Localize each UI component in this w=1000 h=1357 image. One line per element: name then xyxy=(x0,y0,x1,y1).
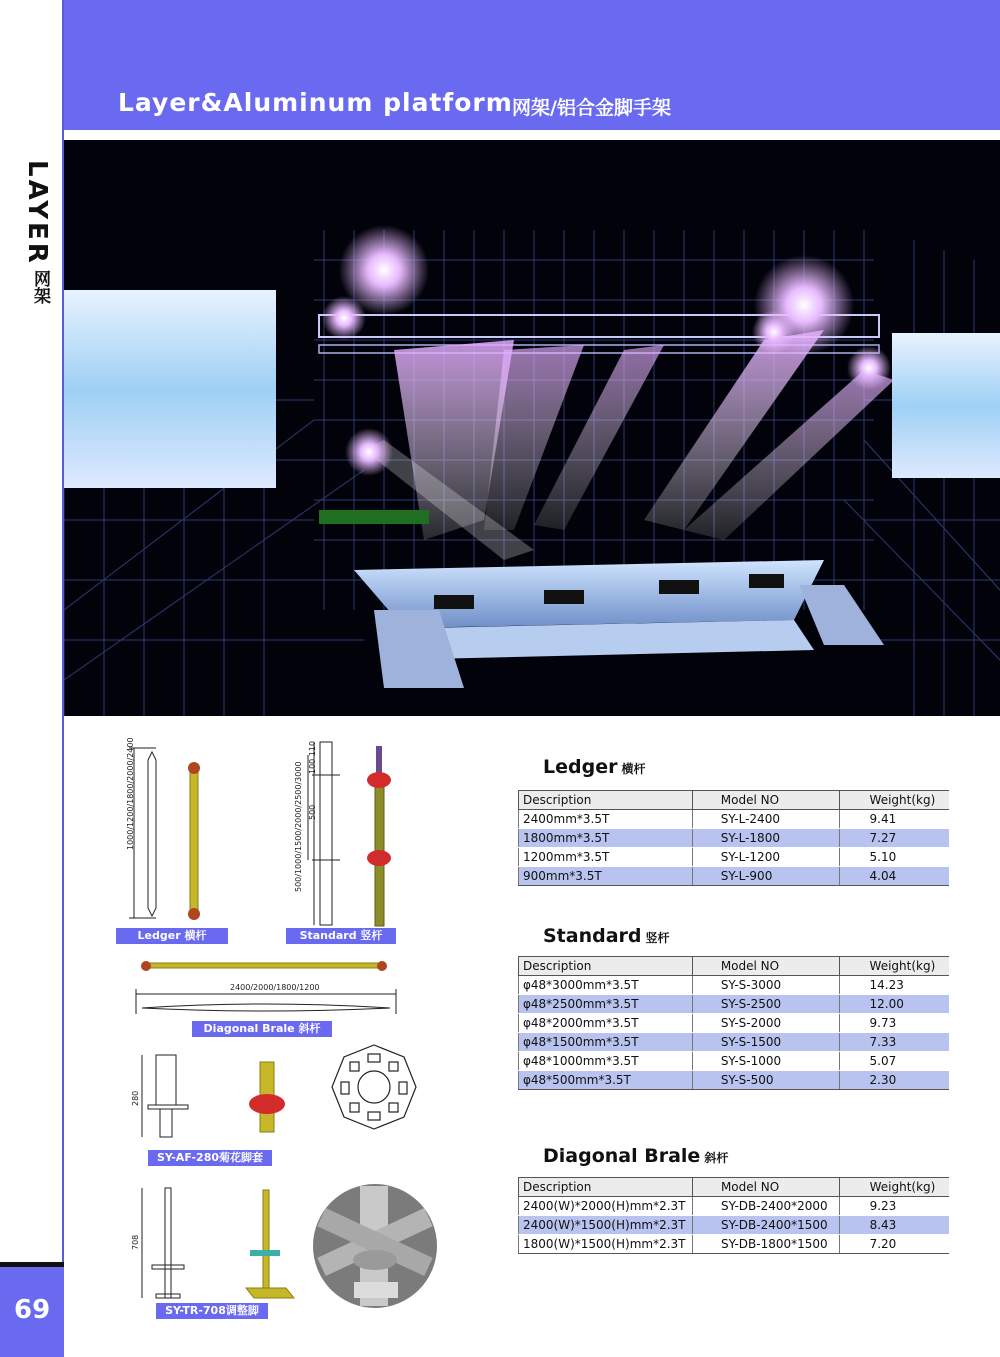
ledger-section-title: Ledger 横杆 xyxy=(543,756,646,778)
diagonal-caption: Diagonal Brale 斜杆 xyxy=(192,1021,332,1037)
table-row: 900mm*3.5T SY-L-900 4.04 xyxy=(519,867,950,886)
table-row: 1800mm*3.5T SY-L-1800 7.27 xyxy=(519,829,950,848)
diagonal-product-image xyxy=(141,961,387,971)
sidebar-label: LAYER xyxy=(22,160,52,266)
table-header-row: Description Model NO Weight(kg) xyxy=(519,791,950,810)
page-title-cn: 网架/铝合金脚手架 xyxy=(512,97,671,119)
table-row: 1800(W)*1500(H)mm*2.3T SY-DB-1800*1500 7.20 xyxy=(519,1235,950,1254)
tr-708-product-image xyxy=(246,1190,294,1298)
table-row: φ48*3000mm*3.5T SY-S-3000 14.23 xyxy=(519,976,950,995)
stage-photo xyxy=(64,140,1000,716)
joint-photo xyxy=(313,1184,437,1308)
table-row: φ48*500mm*3.5T SY-S-500 2.30 xyxy=(519,1071,950,1090)
tr-708-dim-label: 708 xyxy=(131,1234,140,1250)
standard-table xyxy=(518,956,949,1090)
ledger-caption: Ledger 横杆 xyxy=(116,928,228,944)
diagonal-section-title: Diagonal Brale 斜杆 xyxy=(543,1145,729,1167)
ledger-product-image xyxy=(188,762,200,920)
table-row: φ48*1500mm*3.5T SY-S-1500 7.33 xyxy=(519,1033,950,1052)
page-title: Layer&Aluminum platform xyxy=(118,88,513,117)
sidebar-label-cn: 网架 xyxy=(30,270,50,304)
af-280-outline-drawing xyxy=(142,1055,188,1137)
standard-section-title: Standard 竖杆 xyxy=(543,925,670,947)
standard-caption: Standard 竖杆 xyxy=(286,928,396,944)
ledger-dim-label: 1000/1200/1800/2000/2400 xyxy=(126,737,135,850)
diagonal-table xyxy=(518,1177,949,1254)
table-header-row: Description Model NO Weight(kg) xyxy=(519,957,950,976)
table-row: 2400(W)*2000(H)mm*2.3T SY-DB-2400*2000 9.23 xyxy=(519,1197,950,1216)
page-number: 69 xyxy=(14,1295,51,1325)
table-row: φ48*2500mm*3.5T SY-S-2500 12.00 xyxy=(519,995,950,1014)
table-row: φ48*2000mm*3.5T SY-S-2000 9.73 xyxy=(519,1014,950,1033)
table-row: 1200mm*3.5T SY-L-1200 5.10 xyxy=(519,848,950,867)
standard-dim-top: 100 110 xyxy=(308,740,317,774)
table-row: 2400mm*3.5T SY-L-2400 9.41 xyxy=(519,810,950,829)
diagonal-outline-drawing xyxy=(136,989,396,1014)
standard-dim-label: 500/1000/1500/2000/2500/3000 xyxy=(294,761,303,892)
af-280-dim-label: 280 xyxy=(131,1090,140,1106)
af-280-product-image xyxy=(249,1062,285,1132)
tr-708-caption: SY-TR-708调整脚 xyxy=(156,1303,268,1319)
diagonal-dim-label: 2400/2000/1800/1200 xyxy=(230,983,320,992)
tr-708-outline-drawing xyxy=(142,1188,184,1298)
rosette-drawing xyxy=(332,1045,416,1129)
table-row: 2400(W)*1500(H)mm*2.3T SY-DB-2400*1500 8.43 xyxy=(519,1216,950,1235)
standard-product-image xyxy=(367,746,391,926)
table-row: φ48*1000mm*3.5T SY-S-1000 5.07 xyxy=(519,1052,950,1071)
table-header-row: Description Model NO Weight(kg) xyxy=(519,1178,950,1197)
ledger-table xyxy=(518,790,949,886)
stage-illustration xyxy=(64,140,1000,716)
standard-dim-500: 500 xyxy=(308,804,317,820)
af-280-caption: SY-AF-280菊花脚套 xyxy=(148,1150,272,1166)
